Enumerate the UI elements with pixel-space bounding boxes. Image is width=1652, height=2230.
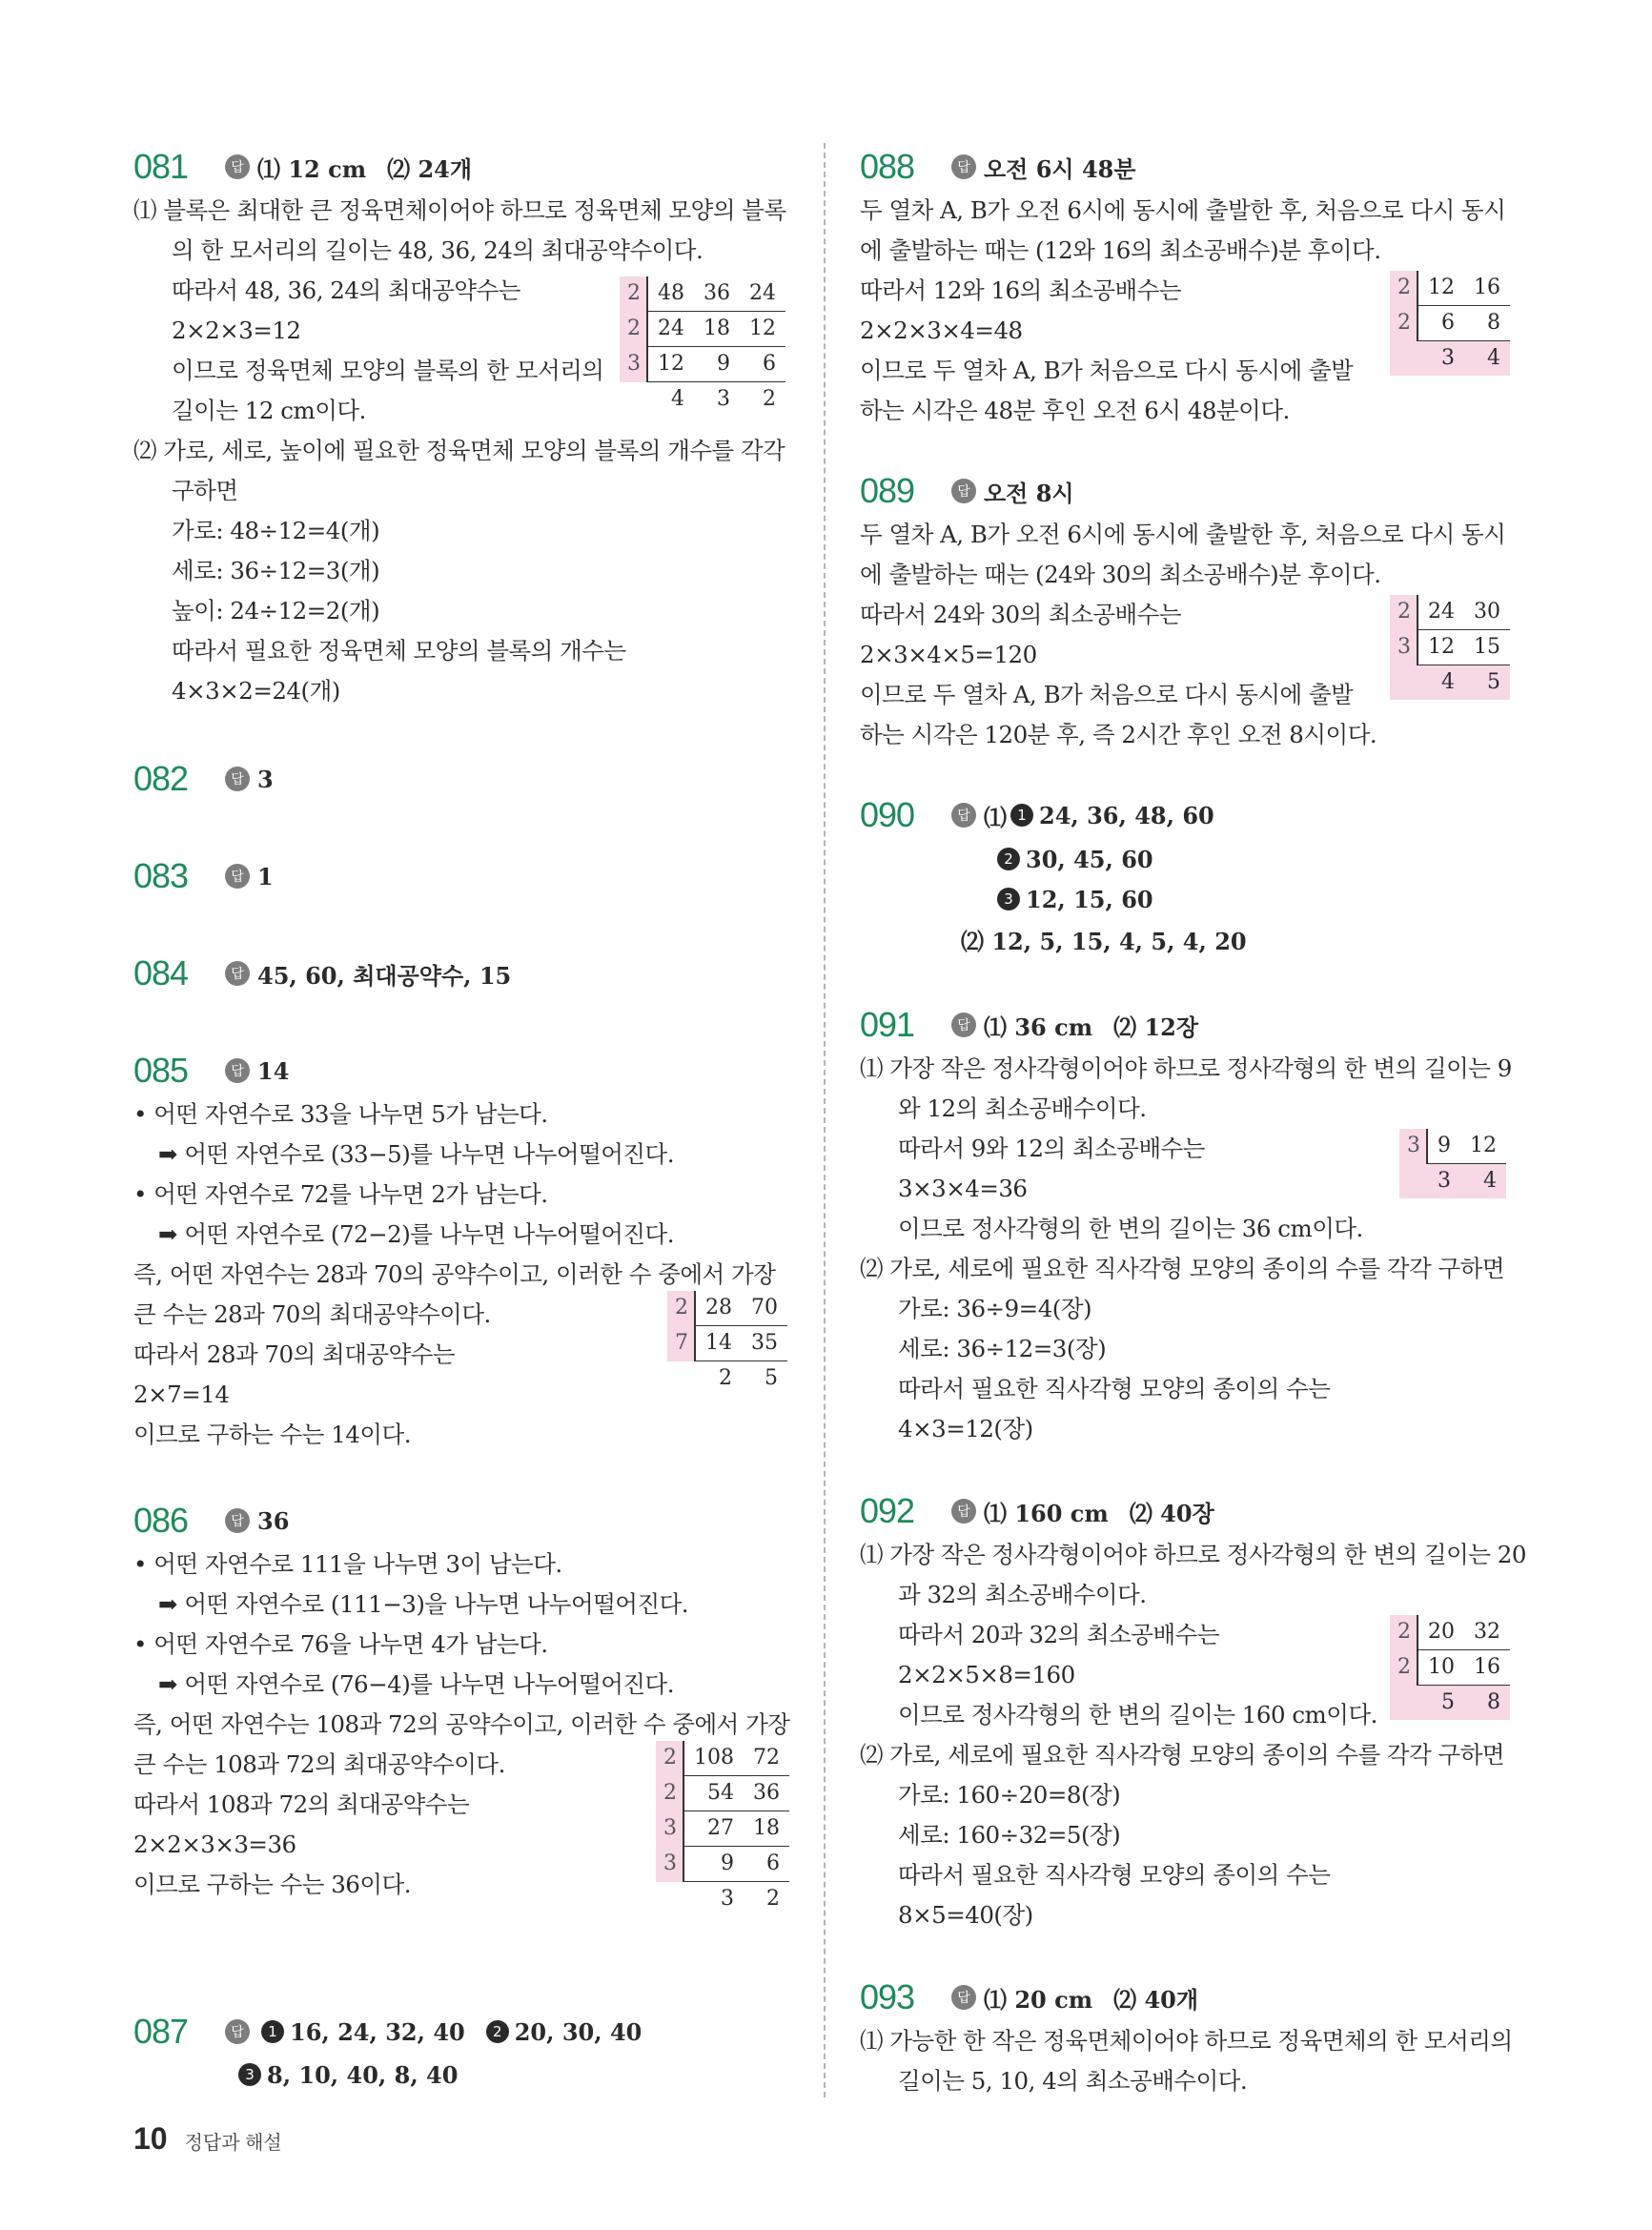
text-line: ⑴ 가장 작은 정사각형이어야 하므로 정사각형의 한 변의 길이는 20 xyxy=(860,1541,1526,1568)
text-line: 이므로 구하는 수는 14이다. xyxy=(133,1421,411,1448)
answer-subpart2: ⑵ 12, 5, 15, 4, 5, 4, 20 xyxy=(961,927,1247,955)
subpart-label: ⑴ xyxy=(984,803,1007,831)
problem-081 xyxy=(133,143,791,711)
text-line: 이므로 구하는 수는 36이다. xyxy=(133,1871,411,1898)
answer-badge-icon: 답 xyxy=(951,803,976,828)
text-line: 2×2×3=12 xyxy=(172,317,301,344)
text-line: • 어떤 자연수로 33을 나누면 5가 남는다. xyxy=(133,1100,548,1128)
column-divider xyxy=(824,143,826,2097)
text-line: • 어떤 자연수로 76을 나누면 4가 남는다. xyxy=(133,1630,548,1658)
text-line: ⑵ 가로, 세로에 필요한 직사각형 모양의 종이의 수를 각각 구하면 xyxy=(860,1255,1505,1282)
answer-part1: ⑴ 20 cm xyxy=(984,1985,1093,2014)
text-line: 8×5=40(장) xyxy=(898,1901,1033,1929)
page-footer xyxy=(133,2121,282,2157)
answer: 오전 8시 xyxy=(984,479,1074,507)
text-line: 세로: 36÷12=3(개) xyxy=(172,557,380,584)
answer-part2: ⑵ 40장 xyxy=(1129,1499,1214,1527)
text-line: 따라서 24와 30의 최소공배수는 xyxy=(860,601,1182,628)
text-line: 와 12의 최소공배수이다. xyxy=(898,1095,1147,1122)
text-line: 따라서 필요한 직사각형 모양의 종이의 수는 xyxy=(898,1861,1331,1889)
text-line: 높이: 24÷12=2(개) xyxy=(172,597,380,624)
problem-number: 092 xyxy=(860,1491,915,1530)
text-line: 과 32의 최소공배수이다. xyxy=(898,1581,1147,1608)
text-line: 두 열차 A, B가 오전 6시에 동시에 출발한 후, 처음으로 다시 동시 xyxy=(860,521,1506,548)
text-line: 이므로 두 열차 A, B가 처음으로 다시 동시에 출발 xyxy=(860,681,1354,708)
problem-091 xyxy=(860,1001,1518,1449)
problem-093 xyxy=(860,1974,1518,2101)
answer-badge-icon: 답 xyxy=(225,767,250,791)
text-line: 길이는 12 cm이다. xyxy=(172,397,366,424)
ladder-division: 2 28 70 7 14 35 2 5 xyxy=(667,1291,787,1396)
footer-label: 정답과 해설 xyxy=(184,2133,282,2154)
answer-part1: ⑴ 160 cm xyxy=(984,1499,1109,1527)
answer-part2: 20, 30, 40 xyxy=(514,2017,642,2046)
problem-084 xyxy=(133,950,791,997)
circled-number-icon: 3 xyxy=(997,888,1020,910)
text-line: 3×3×4=36 xyxy=(898,1175,1028,1202)
circled-number-icon: 3 xyxy=(238,2063,261,2086)
text-line: 구하면 xyxy=(172,477,238,504)
text-line: • 어떤 자연수로 72를 나누면 2가 남는다. xyxy=(133,1180,548,1208)
text-line: ⑵ 가로, 세로, 높이에 필요한 정육면체 모양의 블록의 개수를 각각 xyxy=(133,437,785,464)
circled-number-icon: 1 xyxy=(1010,804,1033,827)
text-line: ➡ 어떤 자연수로 (33−5)를 나누면 나누어떨어진다. xyxy=(158,1140,675,1168)
answer-badge-icon: 답 xyxy=(225,154,250,179)
problem-number: 089 xyxy=(860,471,915,510)
text-line: 이므로 정사각형의 한 변의 길이는 36 cm이다. xyxy=(898,1215,1363,1242)
answer-badge-icon: 답 xyxy=(951,154,976,179)
text-line: 따라서 108과 72의 최대공약수는 xyxy=(133,1790,470,1818)
text-line: ⑵ 가로, 세로에 필요한 직사각형 모양의 종이의 수를 각각 구하면 xyxy=(860,1741,1505,1769)
problem-086 xyxy=(133,1497,791,1911)
problem-number: 086 xyxy=(133,1501,189,1540)
text-line: ⑴ 블록은 최대한 큰 정육면체이어야 하므로 정육면체 모양의 블록 xyxy=(133,196,786,224)
text-line: 따라서 20과 32의 최소공배수는 xyxy=(898,1621,1220,1648)
answer: 오전 6시 48분 xyxy=(984,154,1136,183)
problem-number: 082 xyxy=(133,759,189,798)
text-line: 세로: 160÷32=5(장) xyxy=(898,1821,1121,1849)
text-line: 의 한 모서리의 길이는 48, 36, 24의 최대공약수이다. xyxy=(172,236,704,264)
ladder-division: 2 48 36 24 2 24 18 12 3 12 9 6 4 3 2 xyxy=(620,276,785,417)
text-line: 에 출발하는 때는 (24와 30의 최소공배수)분 후이다. xyxy=(860,561,1381,588)
ladder-division: 2 12 16 2 6 8 3 4 xyxy=(1390,271,1510,376)
text-line: 가로: 48÷12=4(개) xyxy=(172,517,380,544)
problem-090 xyxy=(860,791,1518,959)
answer-badge-icon: 답 xyxy=(951,1985,976,2010)
answer: 45, 60, 최대공약수, 15 xyxy=(257,961,512,990)
text-line: 2×3×4×5=120 xyxy=(860,641,1037,668)
problem-088 xyxy=(860,143,1518,431)
text-line: 2×2×3×4=48 xyxy=(860,317,1023,344)
answer: 3 xyxy=(257,765,274,793)
problem-087 xyxy=(133,2008,791,2094)
text-line: 즉, 어떤 자연수는 108과 72의 공약수이고, 이러한 수 중에서 가장 xyxy=(133,1710,790,1738)
circled-number-icon: 2 xyxy=(486,2020,509,2043)
text-line: ➡ 어떤 자연수로 (76−4)를 나누면 나누어떨어진다. xyxy=(158,1670,675,1698)
text-line: ⑴ 가장 작은 정사각형이어야 하므로 정사각형의 한 변의 길이는 9 xyxy=(860,1054,1512,1082)
problem-number: 093 xyxy=(860,1977,915,2016)
answer: 36 xyxy=(257,1506,290,1535)
problem-number: 088 xyxy=(860,147,915,186)
text-line: 길이는 5, 10, 4의 최소공배수이다. xyxy=(898,2067,1248,2095)
answer-badge-icon: 답 xyxy=(951,479,976,503)
problem-number: 081 xyxy=(133,147,189,186)
page-number: 10 xyxy=(133,2121,168,2156)
text-line: 2×7=14 xyxy=(133,1381,230,1408)
answer-badge-icon: 답 xyxy=(225,961,250,986)
text-line: 큰 수는 28과 70의 최대공약수이다. xyxy=(133,1300,491,1328)
text-line: 4×3×2=24(개) xyxy=(172,677,340,705)
text-line: 이므로 정육면체 모양의 블록의 한 모서리의 xyxy=(172,357,604,384)
text-line: 하는 시각은 120분 후, 즉 2시간 후인 오전 8시이다. xyxy=(860,721,1377,748)
text-line: 따라서 9와 12의 최소공배수는 xyxy=(898,1135,1205,1162)
problem-number: 084 xyxy=(133,953,189,992)
text-line: ➡ 어떤 자연수로 (111−3)을 나누면 나누어떨어진다. xyxy=(158,1590,689,1618)
circled-number-icon: 2 xyxy=(997,848,1020,870)
problem-085 xyxy=(133,1047,791,1455)
ladder-division: 2 108 72 2 54 36 3 27 18 3 9 6 3 2 xyxy=(656,1741,789,1916)
answer-part2: ⑵ 40개 xyxy=(1113,1985,1199,2014)
answer-part2: ⑵ 24개 xyxy=(387,154,473,183)
answer-badge-icon: 답 xyxy=(225,1058,250,1083)
problem-number: 087 xyxy=(133,2012,189,2051)
problem-number: 083 xyxy=(133,856,189,895)
text-line: ➡ 어떤 자연수로 (72−2)를 나누면 나누어떨어진다. xyxy=(158,1220,675,1248)
text-line: 하는 시각은 48분 후인 오전 6시 48분이다. xyxy=(860,397,1290,424)
text-line: • 어떤 자연수로 111을 나누면 3이 남는다. xyxy=(133,1550,562,1578)
text-line: 2×2×3×3=36 xyxy=(133,1831,296,1858)
problem-089 xyxy=(860,467,1518,755)
answer-part1: ⑴ 36 cm xyxy=(984,1013,1093,1041)
text-line: ⑴ 가능한 한 작은 정육면체이어야 하므로 정육면체의 한 모서리의 xyxy=(860,2027,1513,2055)
problem-082 xyxy=(133,755,791,803)
answer-badge-icon: 답 xyxy=(225,1508,250,1533)
text-line: 두 열차 A, B가 오전 6시에 동시에 출발한 후, 처음으로 다시 동시 xyxy=(860,196,1506,224)
text-line: 따라서 28과 70의 최대공약수는 xyxy=(133,1340,456,1368)
answer-badge-icon: 답 xyxy=(225,864,250,889)
text-line: 2×2×5×8=160 xyxy=(898,1661,1075,1688)
problem-number: 090 xyxy=(860,795,915,834)
answer-badge-icon: 답 xyxy=(951,1013,976,1037)
answer-part1: 16, 24, 32, 40 xyxy=(290,2017,465,2046)
text-line: 가로: 36÷9=4(장) xyxy=(898,1295,1092,1322)
answer-part3: 12, 15, 60 xyxy=(1026,885,1153,913)
circled-number-icon: 1 xyxy=(261,2020,284,2043)
answer-part3: 8, 10, 40, 8, 40 xyxy=(267,2060,459,2089)
text-line: 이므로 정사각형의 한 변의 길이는 160 cm이다. xyxy=(898,1701,1377,1729)
answer-badge-icon: 답 xyxy=(225,2019,250,2044)
answer-part1: 24, 36, 48, 60 xyxy=(1039,801,1214,829)
problem-083 xyxy=(133,852,791,900)
problem-number: 085 xyxy=(133,1051,189,1090)
text-line: 큰 수는 108과 72의 최대공약수이다. xyxy=(133,1750,505,1778)
text-line: 따라서 12와 16의 최소공배수는 xyxy=(860,276,1182,304)
text-line: 즉, 어떤 자연수는 28과 70의 공약수이고, 이러한 수 중에서 가장 xyxy=(133,1260,776,1288)
text-line: 따라서 필요한 정육면체 모양의 블록의 개수는 xyxy=(172,637,626,665)
text-line: 가로: 160÷20=8(장) xyxy=(898,1781,1121,1809)
answer-part1: ⑴ 12 cm xyxy=(257,154,367,183)
answer-part2: ⑵ 12장 xyxy=(1113,1013,1199,1041)
problem-number: 091 xyxy=(860,1005,915,1044)
problem-092 xyxy=(860,1487,1526,1935)
answer: 14 xyxy=(257,1056,290,1085)
ladder-division: 2 20 32 2 10 16 5 8 xyxy=(1390,1615,1510,1720)
ladder-division: 3 9 12 3 4 xyxy=(1399,1129,1506,1198)
text-line: 따라서 필요한 직사각형 모양의 종이의 수는 xyxy=(898,1375,1331,1402)
answer: 1 xyxy=(257,862,274,890)
text-line: 따라서 48, 36, 24의 최대공약수는 xyxy=(172,276,520,304)
ladder-division: 2 24 30 3 12 15 4 5 xyxy=(1390,595,1510,700)
answer-part2: 30, 45, 60 xyxy=(1026,845,1153,873)
text-line: 세로: 36÷12=3(장) xyxy=(898,1335,1107,1362)
text-line: 이므로 두 열차 A, B가 처음으로 다시 동시에 출발 xyxy=(860,357,1354,384)
answer-badge-icon: 답 xyxy=(951,1499,976,1524)
text-line: 4×3=12(장) xyxy=(898,1415,1033,1442)
text-line: 에 출발하는 때는 (12와 16의 최소공배수)분 후이다. xyxy=(860,236,1381,264)
